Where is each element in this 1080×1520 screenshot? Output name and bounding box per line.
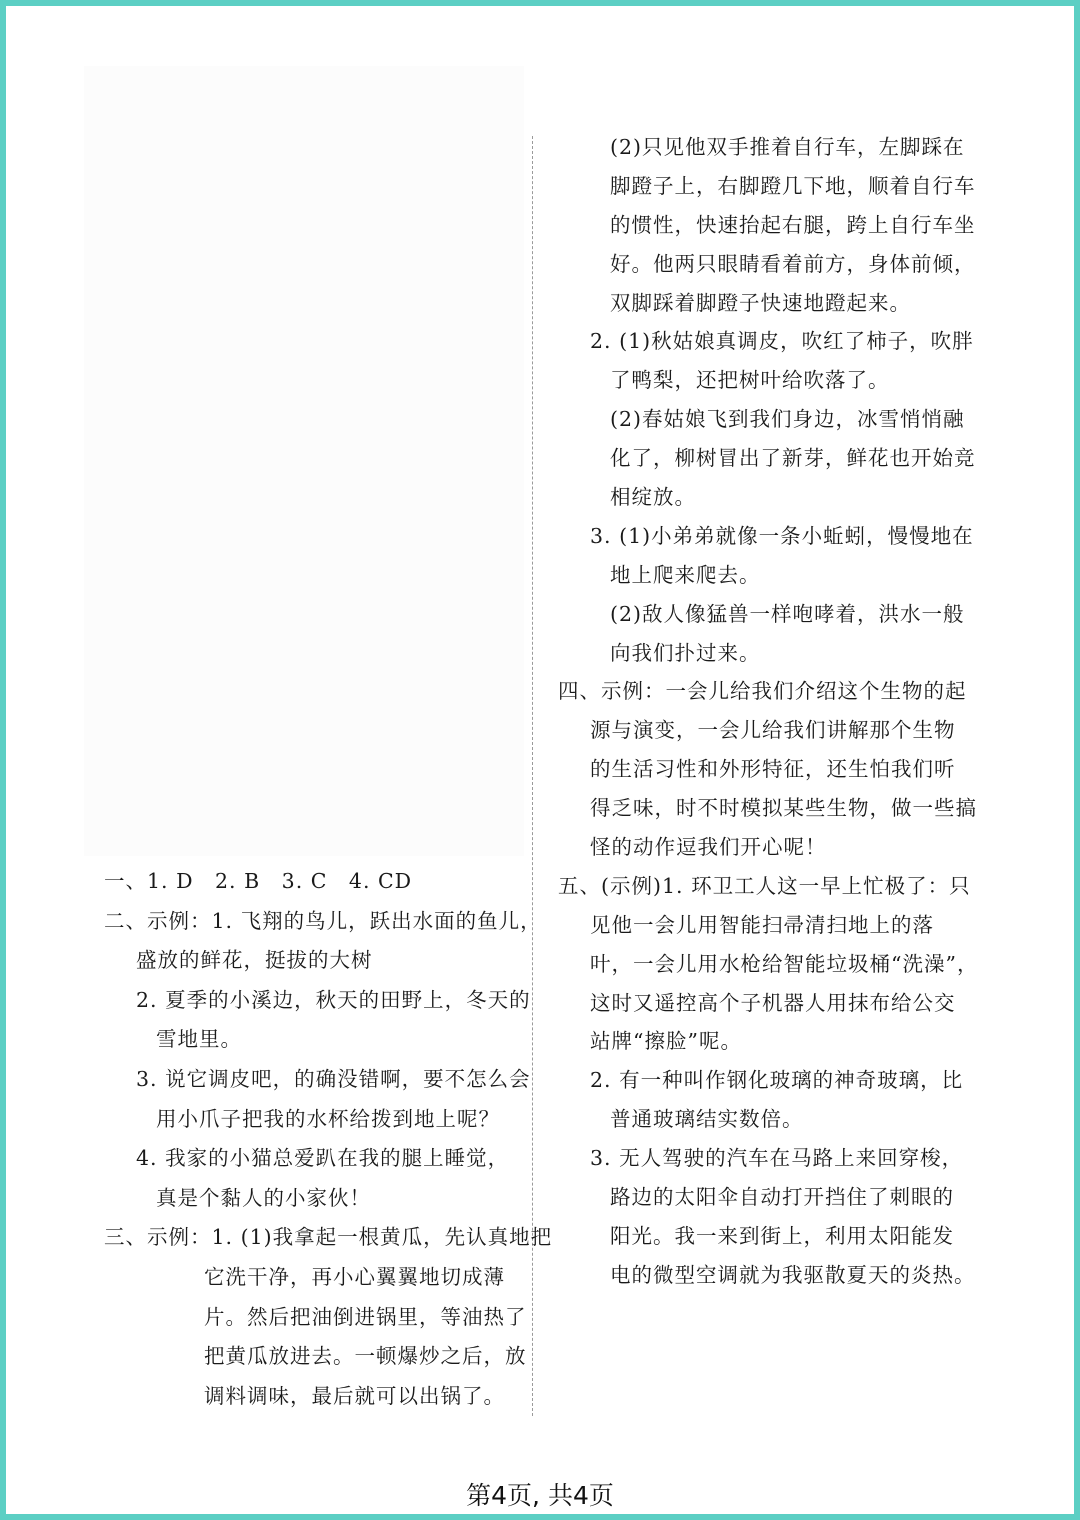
text-line: (2)春姑娘飞到我们身边，冰雪悄悄融 [610,407,965,432]
text-line: 源与演变，一会儿给我们讲解那个生物 [590,718,956,743]
text-line: 路边的太阳伞自动打开挡住了刺眼的 [610,1185,954,1210]
text-line: 怪的动作逗我们开心呢！ [590,835,827,860]
text-line: 4. 我家的小猫总爱趴在我的腿上睡觉， [136,1146,510,1171]
text-line: 二、示例：1. 飞翔的鸟儿，跃出水面的鱼儿， [104,908,542,933]
text-line: 把黄瓜放进去。一顿爆炒之后，放 [204,1344,527,1369]
text-line: 的惯性，快速抬起右腿，跨上自行车坐 [610,212,976,237]
text-line: 三、示例：1. (1)我拿起一根黄瓜，先认真地把 [104,1225,553,1250]
text-line: 的生活习性和外形特征，还生怕我们听 [590,757,956,782]
text-line: 见他一会儿用智能扫帚清扫地上的落 [590,912,934,937]
text-line: (2)敌人像猛兽一样咆哮着，洪水一般 [610,601,965,626]
text-line: 四、示例：一会儿给我们介绍这个生物的起 [558,679,967,704]
text-line: 双脚踩着脚蹬子快速地蹬起来。 [610,290,911,315]
text-line: 电的微型空调就为我驱散夏天的炎热。 [610,1262,976,1287]
text-line: 普通玻璃结实数倍。 [610,1107,804,1132]
text-line: 了鸭梨，还把树叶给吹落了。 [610,368,890,393]
document-page [6,6,1074,1514]
text-line: 2. 夏季的小溪边，秋天的田野上，冬天的 [136,987,531,1012]
text-line: 3. (1)小弟弟就像一条小蚯蚓，慢慢地在 [590,523,974,548]
text-line: 化了，柳树冒出了新芽，鲜花也开始竞 [610,446,976,471]
text-line: 脚蹬子上，右脚蹬几下地，顺着自行车 [610,173,976,198]
right-column [558,128,998,1295]
left-column [104,862,553,1416]
text-line: 真是个黏人的小家伙！ [156,1185,371,1210]
text-line: 用小爪子把我的水杯给拨到地上呢？ [156,1106,500,1131]
text-line: 好。他两只眼睛看着前方，身体前倾， [610,251,976,276]
text-line: 片。然后把油倒进锅里，等油热了 [204,1304,527,1329]
text-line: 向我们扑过来。 [610,640,761,665]
text-line: 这时又遥控高个子机器人用抹布给公交 [590,990,956,1015]
text-line: 3. 说它调皮吧，的确没错啊，要不怎么会 [136,1066,531,1091]
text-line: 得乏味，时不时模拟某些生物，做一些搞 [590,796,977,821]
column-divider [532,136,533,1416]
text-line: 盛放的鲜花，挺拔的大树 [136,948,373,973]
text-line: 叶，一会儿用水枪给智能垃圾桶“洗澡”， [590,951,979,976]
text-line: 雪地里。 [156,1027,242,1052]
text-line: 相绽放。 [610,485,696,510]
text-line: 2. (1)秋姑娘真调皮，吹红了柿子，吹胖 [590,329,974,354]
text-line: 它洗干净，再小心翼翼地切成薄 [204,1264,505,1289]
text-line: (2)只见他双手推着自行车，左脚踩在 [610,135,965,159]
text-line: 站牌“擦脸”呢。 [590,1029,742,1054]
page-footer: 第4页, 共4页 [466,1481,614,1510]
text-line: 一、1. D 2. B 3. C 4. CD [104,869,413,893]
text-line: 3. 无人驾驶的汽车在马路上来回穿梭， [590,1146,964,1171]
text-line: 2. 有一种叫作钢化玻璃的神奇玻璃，比 [590,1068,964,1093]
text-line: 五、(示例)1. 环卫工人这一早上忙极了：只 [558,873,971,898]
blank-area [84,66,524,856]
text-line: 阳光。我一来到街上，利用太阳能发 [610,1223,954,1248]
text-line: 地上爬来爬去。 [610,562,761,587]
text-line: 调料调味，最后就可以出锅了。 [204,1383,505,1408]
